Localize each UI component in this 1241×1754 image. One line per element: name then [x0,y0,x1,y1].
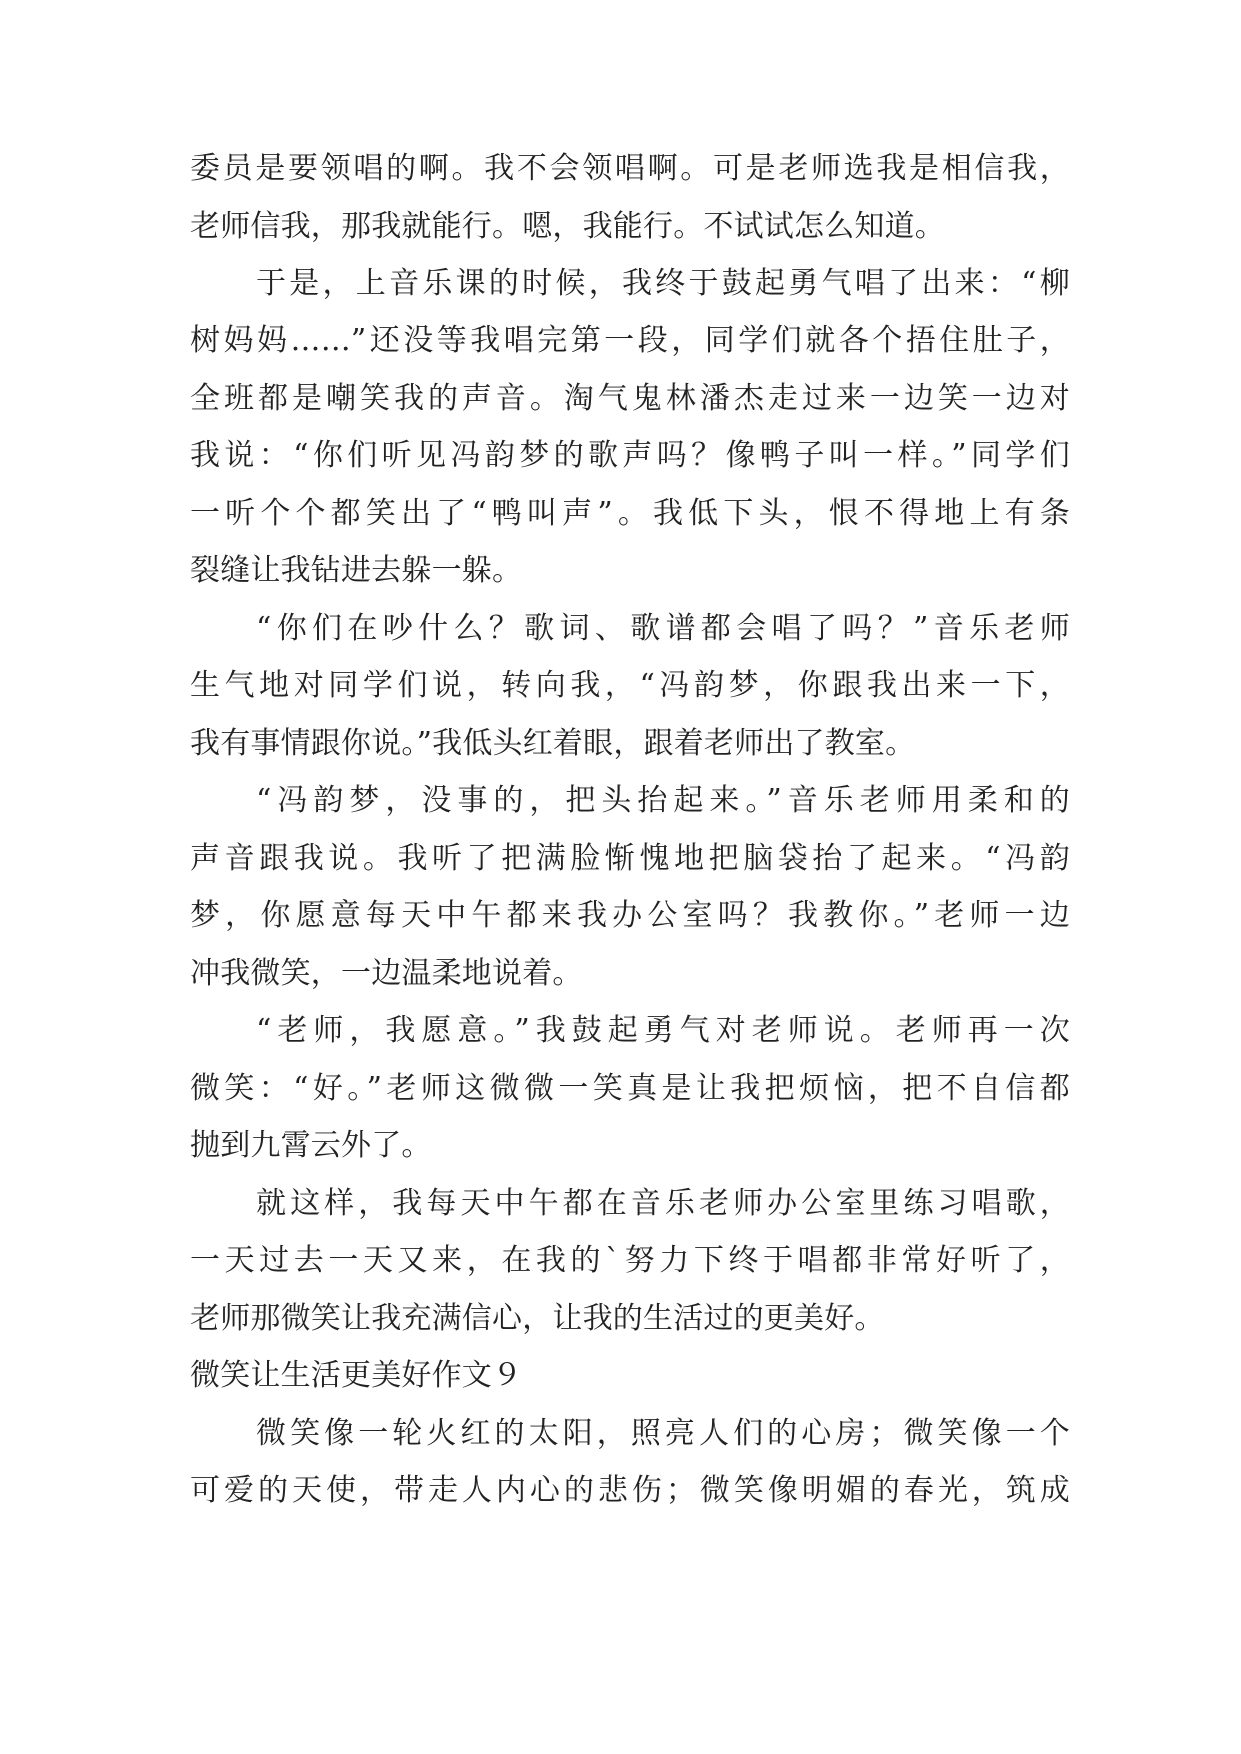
text-line: 裂缝让我钻进去躲一躲。 [190,553,523,588]
text-line: 生气地对同学们说，转向我，“冯韵梦，你跟我出来一下， [190,668,1070,703]
text-line: “老师，我愿意。”我鼓起勇气对老师说。老师再一次 [256,1013,1070,1048]
section-heading: 微笑让生活更美好作文９ [190,1358,523,1393]
text-line: 我有事情跟你说。”我低头红着眼，跟着老师出了教室。 [190,726,916,761]
text-line: 就这样，我每天中午都在音乐老师办公室里练习唱歌， [256,1186,1070,1221]
text-line: “冯韵梦，没事的，把头抬起来。”音乐老师用柔和的 [256,783,1070,818]
text-line: 委员是要领唱的啊。我不会领唱啊。可是老师选我是相信我， [190,151,1070,186]
text-line: 全班都是嘲笑我的声音。淘气鬼林潘杰走过来一边笑一边对 [190,381,1070,416]
text-line: 于是，上音乐课的时候，我终于鼓起勇气唱了出来：“柳 [256,266,1070,301]
text-line: 一天过去一天又来，在我的`努力下终于唱都非常好听了， [190,1243,1070,1278]
text-line: 树妈妈……”还没等我唱完第一段，同学们就各个捂住肚子， [190,323,1070,358]
text-line: 抛到九霄云外了。 [190,1128,432,1163]
text-line: 微笑像一轮火红的太阳，照亮人们的心房；微笑像一个 [256,1416,1070,1451]
text-line: 老师信我，那我就能行。嗯，我能行。不试试怎么知道。 [190,209,945,244]
text-line: 我说：“你们听见冯韵梦的歌声吗？像鸭子叫一样。”同学们 [190,438,1070,473]
text-line: 冲我微笑，一边温柔地说着。 [190,956,583,991]
text-line: 声音跟我说。我听了把满脸惭愧地把脑袋抬了起来。“冯韵 [190,841,1070,876]
text-line: 梦，你愿意每天中午都来我办公室吗？我教你。”老师一边 [190,898,1070,933]
text-line: 微笑：“好。”老师这微微一笑真是让我把烦恼，把不自信都 [190,1071,1070,1106]
text-line: “你们在吵什么？歌词、歌谱都会唱了吗？”音乐老师 [256,611,1070,646]
text-line: 一听个个都笑出了“鸭叫声”。我低下头，恨不得地上有条 [190,496,1070,531]
text-line: 可爱的天使，带走人内心的悲伤；微笑像明媚的春光，筑成 [190,1473,1070,1508]
text-line: 老师那微笑让我充满信心，让我的生活过的更美好。 [190,1301,885,1336]
